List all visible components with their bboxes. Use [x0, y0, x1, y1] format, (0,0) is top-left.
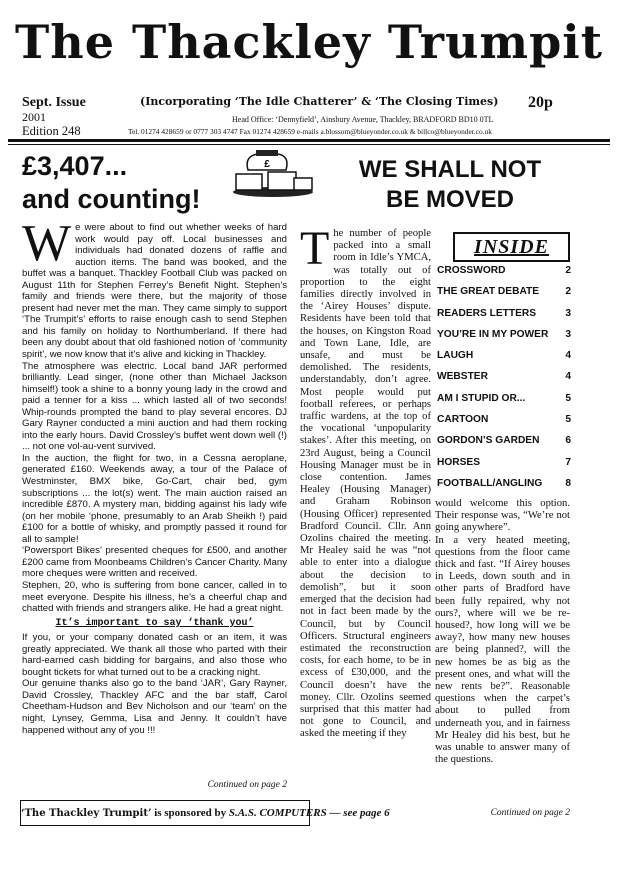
article2-continued: Continued on page 2: [490, 808, 570, 818]
contents-item-page: 8: [565, 477, 571, 489]
contents-item-label: CARTOON: [437, 414, 489, 426]
contents-item[interactable]: [437, 303, 571, 324]
contents-item-label: WEBSTER: [437, 371, 488, 383]
sponsor-box: [20, 800, 390, 826]
article1-body: [22, 215, 287, 736]
article1-paragraph: Our genuine thanks also go to the band ‘JAR’, Gary Rayner, David Crossley, Thackley AFC and the bar staff, Carol Cheetham-Hudson and Bev Nicholson and our ‘team’ on the night, Lynsey, Gemma, Lisa and Jenny. It couldn’t have happened without any of you !!!: [22, 678, 287, 736]
thanks-subhead: It’s important to say ‘thank you’: [55, 617, 254, 629]
contents-item-page: 2: [565, 286, 571, 298]
inside-contents-list: [437, 260, 571, 494]
article1-paragraph: In the auction, the flight for two, in a Cessna aeroplane, generated £160. Weekends away, a tour of the Palace of Westminster, BMX bike, Go-Cart, chair bed, gym subscriptions ... the lot(s) went. The main auction raised an incredible £870. A mystery man, bidding against his lady wife (on her mobile ‘phone, presumably to an Arab Sheikh !) paid £100 for a bottle of whisky, and promptly passed it round for all to sample!: [22, 452, 287, 545]
article1-continued: Continued on page 2: [207, 780, 287, 790]
contents-item[interactable]: [437, 409, 571, 430]
article1-headline-line1: £3,407...: [22, 151, 128, 181]
contents-item-label: THE GREAT DEBATE: [437, 286, 540, 298]
contents-item-label: CROSSWORD: [437, 265, 506, 276]
contact-details: Tel. 01274 428659 or 0777 303 4747 Fax 01274 428659 e-mails a.blossom@blueyonder.co.uk & billco@blueyonder.co.uk: [128, 127, 492, 136]
contents-item-label: READERS LETTERS: [437, 307, 537, 319]
article2-col2-paragraph: would welcome this option. Their response was, “We’re not going anywhere”.: [435, 498, 570, 534]
contents-item[interactable]: [437, 281, 571, 302]
contents-item-page: 2: [565, 265, 571, 276]
article2-col2-paragraph: In a very heated meeting, questions from the floor came thick and fast. “If Airey houses in Leeds, down south and in other parts of Bradford have been fully repaired, why not ours?, where will we be re-housed?, how long will we be away?, how many new houses are being planned?, will the new homes be as big as the present ones, and what will the new rents be?”. Reasonable questions when the carpet’s about to pulled from underneath you, and in fairness Mr Healey did his best, but he was unable to answer many of the questions.: [435, 534, 570, 766]
article1-paragraph: Stephen, 20, who is suffering from bone cancer, called in to meet everyone. Despite his illness, he’s a cheerful chap and chatted with friends and strangers alike. He had a great night.: [22, 579, 287, 615]
contents-item-page: 4: [565, 371, 571, 383]
article1-headline-line2: and counting!: [22, 184, 201, 214]
article1-dropcap: W: [22, 215, 72, 272]
sponsor-paper-name: ‘The Thackley Trumpit’: [21, 808, 152, 819]
contents-item[interactable]: [437, 345, 571, 366]
contents-item-page: 7: [565, 456, 571, 468]
article2-headline-line2: BE MOVED: [385, 186, 514, 213]
contents-item-label: GORDON’S GARDEN: [437, 435, 540, 447]
contents-item[interactable]: [437, 366, 571, 387]
contents-item-page: 5: [565, 414, 571, 426]
sponsor-company: S.A.S. COMPUTERS: [228, 807, 327, 819]
contents-item[interactable]: [437, 430, 571, 451]
contents-item-label: YOU’RE IN MY POWER: [437, 328, 549, 340]
article2-col1-text: he number of people packed into a small room in Idle’s YMCA, was totally out of proportion to the eight families directly involved in the ‘Airey Houses’ dispute. Residents have been told that the houses, on Kingston Road and Town Lane, Idle, are unsafe, and must be demolished. The residents, understandably, don’t agree. Most people would put football referees, or perhaps traffic wardens, at the top of the vocational ‘unpopularity stakes’. After this meeting, on 23rd August, being a Council Housing Manager must be in close contention. James Healey (Housing Manager) and Graham Robinson (Housing Officer) represented Bradford Council. Cllr. Ann Ozolins chaired the meeting. Mr Healey said he was “not able to enter into a dialogue about the decision to demolish”, but it soon emerged that the decision had not in fact been made by the Council, but by Council Officers. Structural engineers estimated the reconstruction costs, for each home, to be in excess of £30,000, and the Council doesn’t have the money. Cllr. Ozolins seemed surprised that this matter had not gone to Council, and asked the meeting if they: [300, 228, 431, 740]
article1-paragraph: e were about to find out whether weeks of hard work would pay off. Local businesses and individuals had donated dozens of raffle and auction items. The band was booked, and the buffet was a banquet. Thackley Football Club was packed on August 11th for Stephen Ferrey’s Benefit Night. Stephen’s family and friends were there, but the majority of those present had never met the man. They came simply to support ‘The Trumpit’s’ efforts to raise enough cash to send Stephen and his family on holiday to Northumberland. If there had been any doubt about that old fashioned notion of ‘community spirit’, we now know that it’s alive and kicking in Thackley.: [22, 222, 287, 361]
inside-box: [453, 232, 570, 262]
masthead-title: The Thackley Trumpit: [15, 15, 603, 69]
masthead-rule-thin: [8, 144, 610, 145]
contents-item-page: 6: [565, 435, 571, 447]
contents-item[interactable]: [437, 452, 571, 473]
incorporating-line: (Incorporating ‘The Idle Chatterer’ & ‘The Closing Times): [140, 95, 499, 108]
contents-item-page: 4: [565, 350, 571, 362]
contents-item-label: FOOTBALL/ANGLING: [437, 477, 543, 489]
contents-item[interactable]: [437, 324, 571, 345]
article2-column1: [300, 228, 431, 818]
sponsor-text: is sponsored by: [151, 807, 229, 819]
price: 20p: [528, 94, 553, 111]
contents-item-page: 5: [565, 392, 571, 404]
issue-label: Sept. Issue: [22, 95, 86, 110]
contents-item[interactable]: [437, 260, 571, 281]
article2-column2: [435, 498, 570, 798]
article1-paragraph: ‘Powersport Bikes’ presented cheques for £500, and another £200 came from Moonbeams Children’s Cancer Charity. Many more cheques were written and received.: [22, 545, 287, 580]
inside-title: INSIDE: [474, 236, 549, 258]
svg-text:£: £: [264, 159, 270, 170]
sponsor-see-page: — see page 6: [326, 807, 390, 819]
issue-year: 2001: [22, 110, 46, 124]
contents-item[interactable]: [437, 388, 571, 409]
edition-number: Edition 248: [22, 124, 81, 138]
contents-item[interactable]: [437, 473, 571, 494]
contents-item-label: HORSES: [437, 456, 481, 468]
article2-dropcap: T: [300, 228, 330, 275]
contents-item-label: AM I STUPID OR...: [437, 392, 526, 404]
article1-paragraph: If you, or your company donated cash or an item, it was greatly appreciated. We thank all those who parted with their hard-earned cash bidding for bargains, and also those who bought tickets for what turned out to be a cracking night.: [22, 632, 287, 678]
contents-item-page: 3: [565, 307, 571, 319]
contents-item-label: LAUGH: [437, 350, 474, 362]
article2-headline-line1: WE SHALL NOT: [358, 156, 542, 183]
contents-item-page: 3: [565, 328, 571, 340]
head-office-address: Head Office: ‘Dennyfield’, Ainsbury Avenue, Thackley, BRADFORD BD10 0TL: [232, 115, 494, 124]
masthead-rule: [8, 139, 610, 142]
article1-paragraph: The atmosphere was electric. Local band JAR performed brilliantly. Lead singer, (none other than Michael Jackson himself!) took a shine to a bonny young lady in the crowd and paid a tenner for a kiss ... which lasted all of two seconds! Whip-rounds prompted the band to play several encores. DJ Gary Rayner conducted a mini auction and had them rocking into the early hours. David Crossley’s buffet went down well (!) ... not one vol-au-vent survived.: [22, 360, 287, 453]
